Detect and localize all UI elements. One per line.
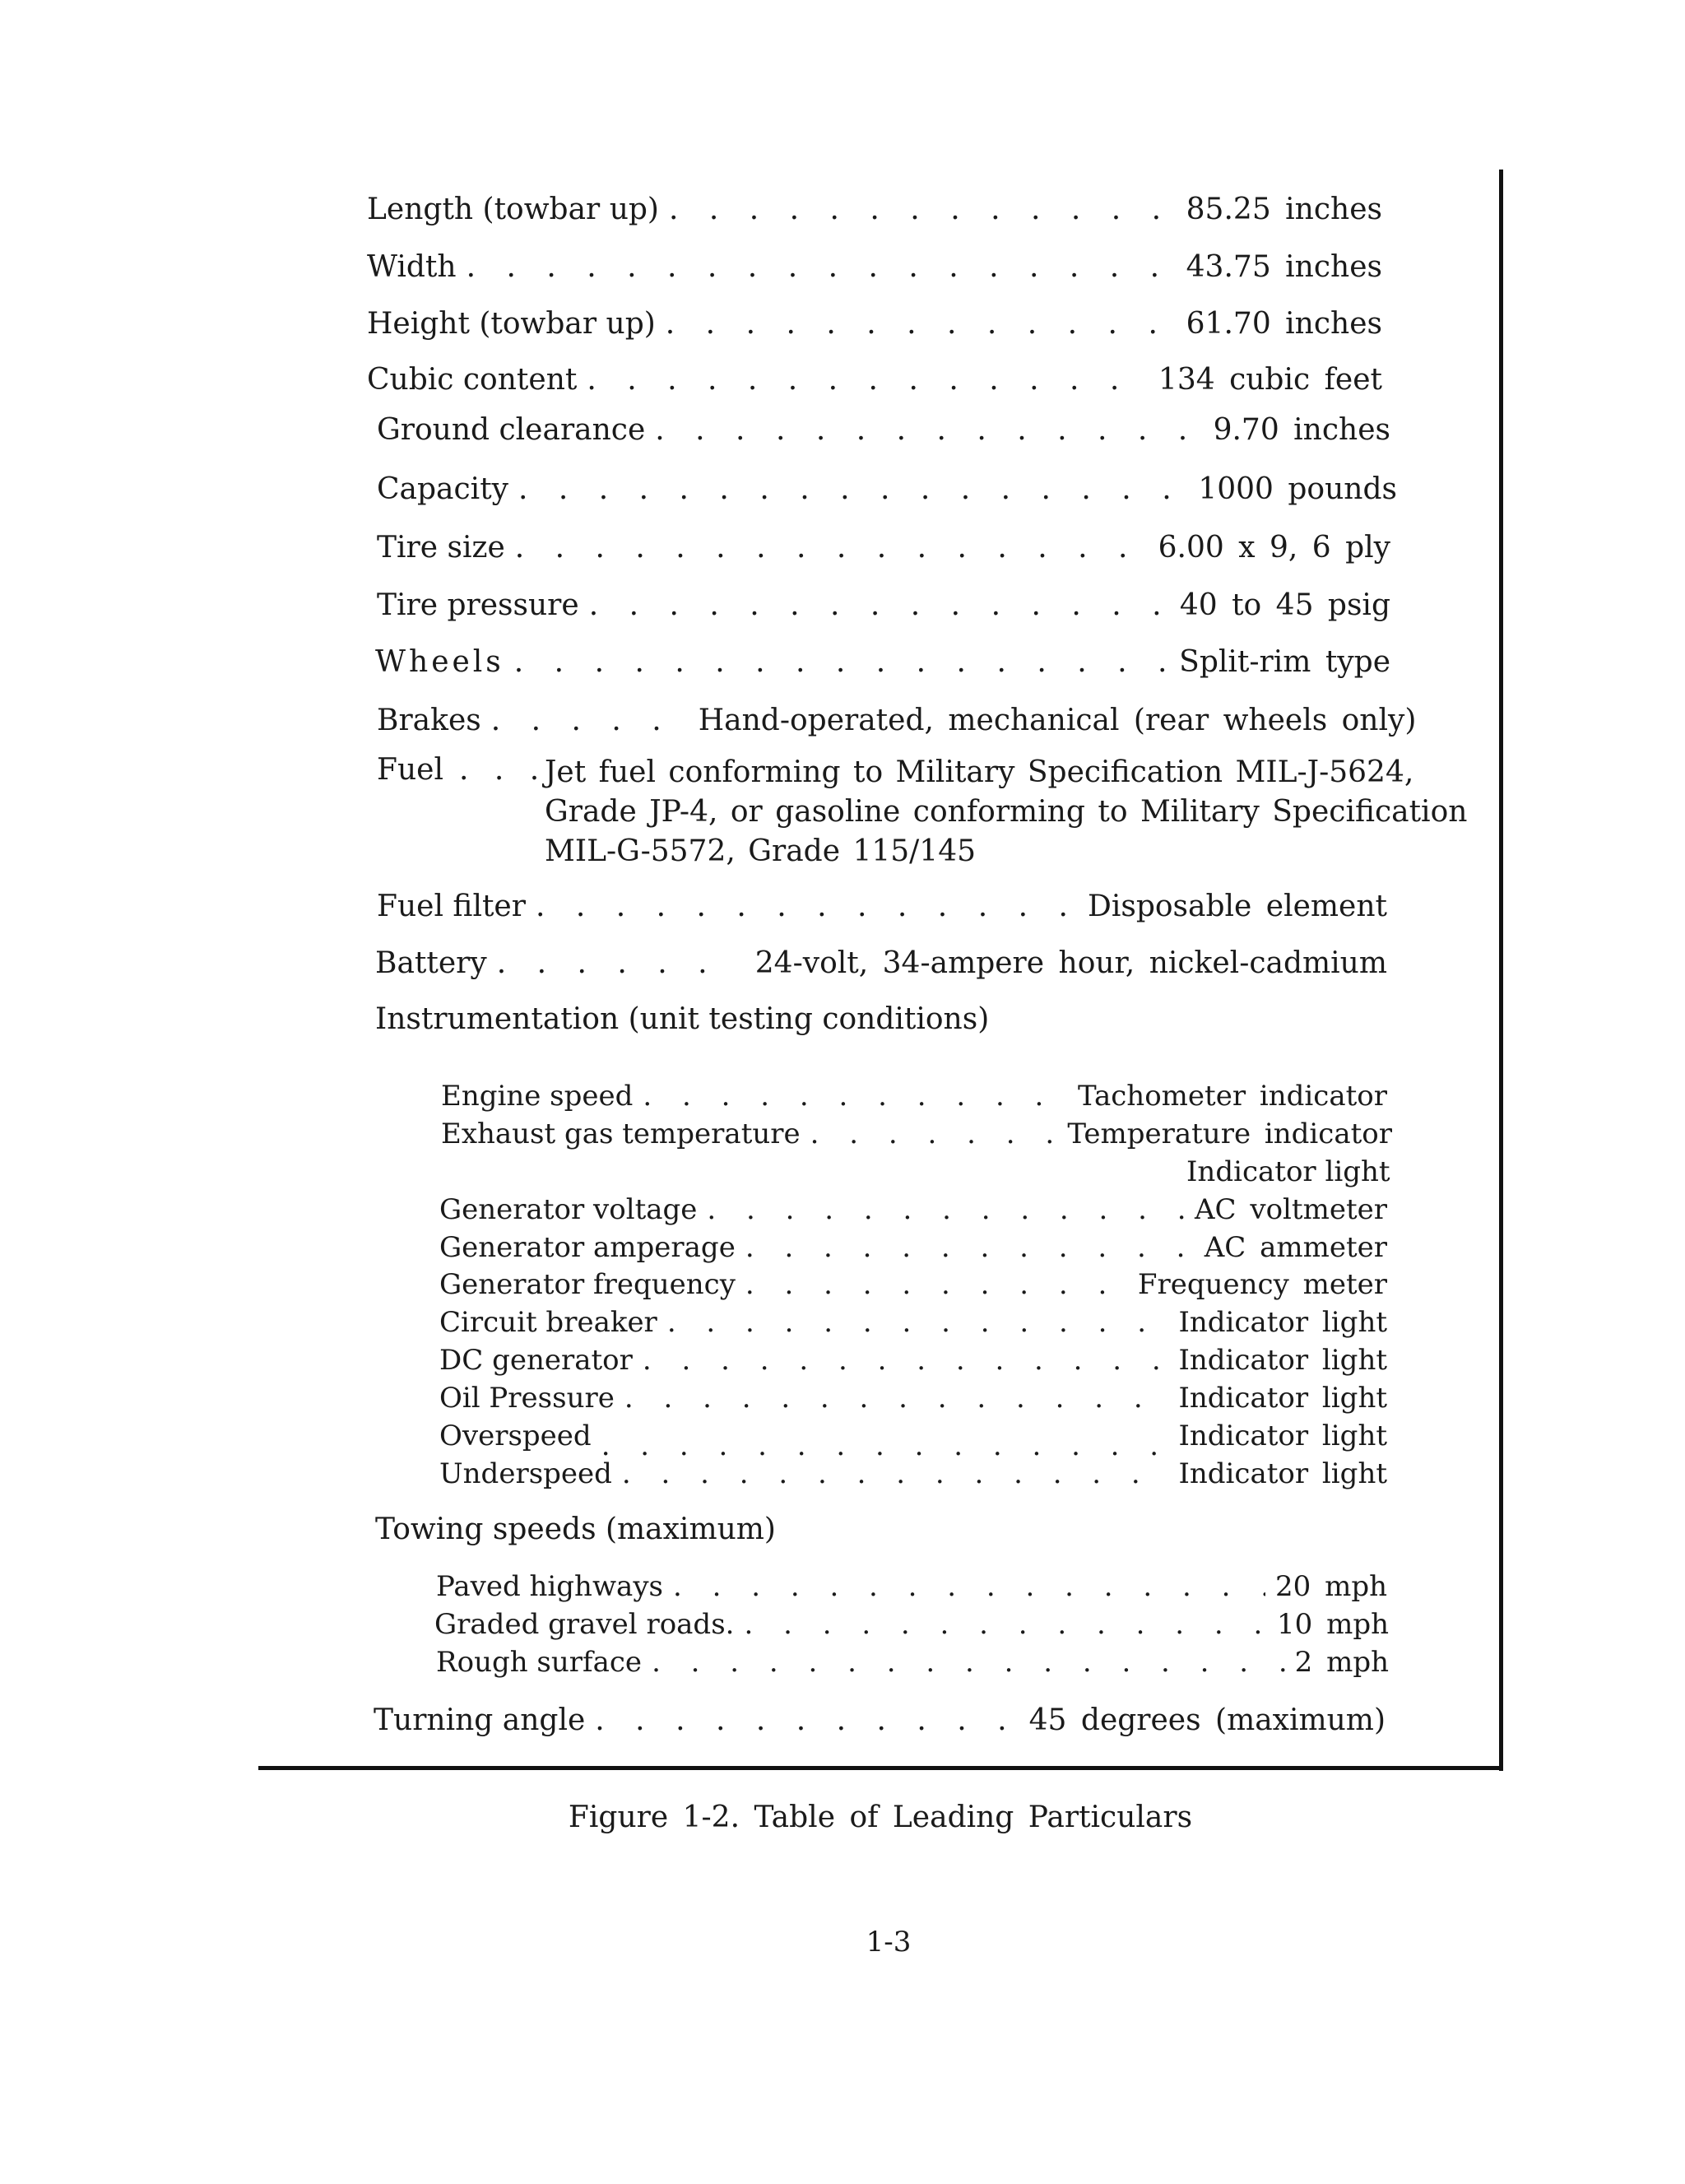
spec-row-brakes xyxy=(377,704,1417,737)
instrument-label: Underspeed xyxy=(439,1457,612,1490)
instrument-extra-value: Indicator light xyxy=(1186,1155,1390,1188)
instrumentation-heading: Instrumentation (unit testing conditions) xyxy=(375,1002,990,1036)
spec-label: Wheels xyxy=(375,645,504,679)
leader-dots xyxy=(810,1118,1058,1150)
instrument-row xyxy=(439,1268,1387,1301)
towing-row xyxy=(434,1608,1389,1641)
instrument-value: Indicator light xyxy=(1178,1306,1387,1339)
leader-dots xyxy=(467,250,1177,284)
instrument-label: Generator voltage xyxy=(439,1193,698,1226)
leader-dots xyxy=(587,363,1149,397)
spec-row-length xyxy=(367,193,1382,226)
spec-row-wheels xyxy=(375,645,1390,679)
instrument-row xyxy=(439,1344,1387,1377)
instrument-label: Engine speed xyxy=(441,1080,634,1113)
leader-dots xyxy=(643,1344,1169,1377)
spec-label: Height (towbar up) xyxy=(367,307,656,341)
spec-label: Battery xyxy=(375,946,487,980)
leader-dots xyxy=(589,588,1170,622)
spec-row-turning-angle xyxy=(374,1703,1386,1737)
spec-row-width xyxy=(367,250,1382,284)
spec-row-fuel-filter xyxy=(377,890,1387,923)
spec-value: 40 to 45 psig xyxy=(1179,588,1390,622)
instrument-row xyxy=(441,1080,1387,1113)
spec-value: 24-volt, 34-ampere hour, nickel-cadmium xyxy=(754,946,1387,980)
spec-label: Ground clearance xyxy=(377,413,646,447)
spec-value: Split-rim type xyxy=(1179,645,1390,679)
leader-dots xyxy=(643,1080,1068,1113)
towing-value: 2 mph xyxy=(1294,1646,1389,1679)
spec-label: Cubic content xyxy=(367,363,578,397)
figure-caption: Figure 1-2. Table of Leading Particulars xyxy=(568,1801,1193,1834)
instrument-row xyxy=(439,1231,1387,1264)
fuel-line: Jet fuel conforming to Military Specification MIL-J-5624, xyxy=(545,755,1414,789)
instrument-label: Oil Pressure xyxy=(439,1382,615,1415)
instrument-value: Indicator light xyxy=(1178,1382,1387,1415)
leader-dots xyxy=(669,193,1177,226)
spec-label: Capacity xyxy=(377,472,508,506)
spec-label: Fuel xyxy=(377,753,443,787)
spec-label: Length (towbar up) xyxy=(367,193,659,226)
spec-label: Brakes xyxy=(377,704,481,737)
fuel-description xyxy=(545,753,1467,871)
instrument-value: Tachometer indicator xyxy=(1077,1080,1387,1113)
instrument-row xyxy=(439,1193,1387,1226)
frame-right-border xyxy=(1499,170,1503,1771)
instrument-value: Indicator light xyxy=(1178,1344,1387,1377)
page-number: 1-3 xyxy=(866,1926,912,1959)
instrument-value: Indicator light xyxy=(1178,1420,1387,1452)
instrument-label: Generator amperage xyxy=(439,1231,736,1264)
spec-value: 61.70 inches xyxy=(1186,307,1382,341)
instrument-value: Indicator light xyxy=(1178,1457,1387,1490)
spec-row-ground-clearance xyxy=(377,413,1390,447)
towing-row xyxy=(436,1646,1389,1679)
spec-value: 9.70 inches xyxy=(1213,413,1390,447)
spec-label: Fuel filter xyxy=(377,890,526,923)
fuel-line: Grade JP-4, or gasoline conforming to Military Specification xyxy=(545,795,1468,829)
instrument-label: Exhaust gas temperature xyxy=(441,1118,801,1150)
leader-dots xyxy=(514,645,1169,679)
instrument-value: Temperature indicator xyxy=(1067,1118,1392,1150)
frame-bottom-border xyxy=(258,1766,1503,1770)
spec-label: Tire size xyxy=(377,531,505,565)
instrument-value: Frequency meter xyxy=(1137,1268,1387,1301)
leader-dots xyxy=(707,1193,1185,1226)
instrument-row xyxy=(439,1306,1387,1339)
leader-dots xyxy=(745,1268,1128,1301)
leader-dots xyxy=(595,1703,1019,1737)
towing-label: Graded gravel roads. xyxy=(434,1608,735,1641)
leader-dots xyxy=(673,1570,1265,1603)
spec-value: 1000 pounds xyxy=(1198,472,1397,506)
leader-dots xyxy=(624,1382,1169,1415)
spec-value: 45 degrees (maximum) xyxy=(1028,1703,1386,1737)
leader-dots xyxy=(536,890,1078,923)
leader-dots xyxy=(622,1457,1169,1490)
leader-dots: . . . xyxy=(459,753,548,787)
leader-dots xyxy=(652,1646,1285,1679)
spec-label: Width xyxy=(367,250,457,284)
spec-value: Hand-operated, mechanical (rear wheels only) xyxy=(698,704,1417,737)
instrument-label: Circuit breaker xyxy=(439,1306,657,1339)
fuel-line: MIL-G-5572, Grade 115/145 xyxy=(545,834,977,868)
leader-dots xyxy=(667,1306,1169,1339)
towing-row xyxy=(436,1570,1387,1603)
spec-row-cubic-content xyxy=(367,363,1382,397)
spec-value: 85.25 inches xyxy=(1186,193,1382,226)
leader-dots xyxy=(666,307,1177,341)
leader-dots xyxy=(518,472,1188,506)
leader-dots xyxy=(655,413,1203,447)
spec-row-height xyxy=(367,307,1382,341)
instrument-row xyxy=(439,1382,1387,1415)
leader-dots xyxy=(515,531,1149,565)
spec-row-tire-pressure xyxy=(377,588,1390,622)
spec-row-battery xyxy=(375,946,1387,980)
instrument-row xyxy=(439,1420,1387,1452)
towing-speeds-heading: Towing speeds (maximum) xyxy=(375,1513,776,1546)
spec-value: 6.00 x 9, 6 ply xyxy=(1158,531,1390,565)
leader-dots xyxy=(491,704,689,737)
spec-label: Turning angle xyxy=(374,1703,586,1737)
spec-value: 43.75 inches xyxy=(1186,250,1382,284)
instrument-value: AC ammeter xyxy=(1204,1231,1387,1264)
spec-row-capacity xyxy=(377,472,1397,506)
towing-label: Paved highways xyxy=(436,1570,663,1603)
towing-value: 10 mph xyxy=(1277,1608,1389,1641)
instrument-value: AC voltmeter xyxy=(1195,1193,1387,1226)
instrument-label: Overspeed xyxy=(439,1420,592,1452)
instrument-label: Generator frequency xyxy=(439,1268,736,1301)
instrument-label: DC generator xyxy=(439,1344,633,1377)
instrument-row xyxy=(441,1118,1392,1150)
leader-dots xyxy=(745,1231,1195,1264)
spec-label: Tire pressure xyxy=(377,588,579,622)
towing-value: 20 mph xyxy=(1275,1570,1387,1603)
spec-row-tire-size xyxy=(377,531,1390,565)
leader-dots xyxy=(497,946,736,980)
leader-dots xyxy=(744,1608,1267,1641)
instrument-row xyxy=(439,1457,1387,1490)
spec-value: Disposable element xyxy=(1087,890,1387,923)
spec-value: 134 cubic feet xyxy=(1158,363,1382,397)
towing-label: Rough surface xyxy=(436,1646,643,1679)
